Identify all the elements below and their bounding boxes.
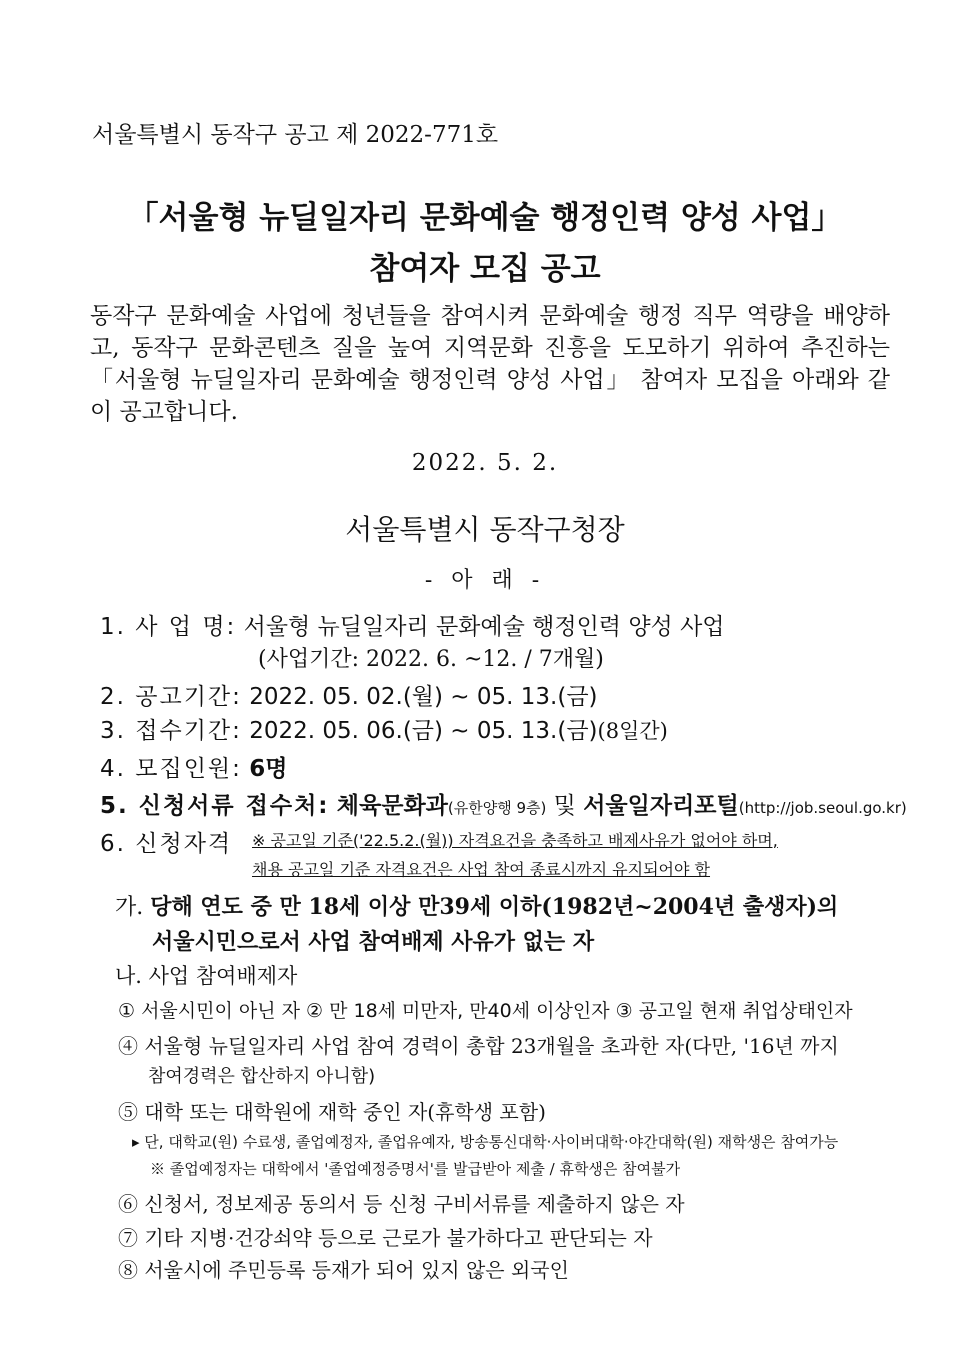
- exclusion-7: ⑦ 기타 지병·건강쇠약 등으로 근로가 불가하다고 판단되는 자: [118, 1226, 653, 1250]
- item-label: 3. 접수기간:: [100, 718, 242, 744]
- item-note: (8일간): [597, 719, 668, 743]
- item-label: 1. 사 업 명:: [100, 614, 237, 640]
- item-value: 2022. 05. 06.(금) ~ 05. 13.(금): [249, 718, 598, 744]
- exclusion-5-note-2: ※ 졸업예정자는 대학에서 '졸업예정증명서'를 발급받아 제출 / 휴학생은 참여불가: [150, 1160, 681, 1178]
- exclusion-1-3: ① 서울시민이 아닌 자 ② 만 18세 미만자, 만40세 이상인자 ③ 공고일 현재 취업상태인자: [118, 1000, 853, 1022]
- item-application-period: [100, 712, 668, 745]
- notice-number: 서울특별시 동작구 공고 제 2022-771호: [92, 122, 499, 148]
- item-qualification: [100, 825, 232, 858]
- item-value: 2022. 05. 02.(월) ~ 05. 13.(금): [249, 684, 598, 710]
- item-notice-period: [100, 678, 598, 711]
- exclusion-4-line-1: ④ 서울형 뉴딜일자리 사업 참여 경력이 총합 23개월을 초과한 자(다만, '16년 까지: [118, 1034, 839, 1058]
- exclusion-5: ⑤ 대학 또는 대학원에 재학 중인 자(휴학생 포함): [118, 1100, 546, 1124]
- exclusion-5-note-1: ▸ 단, 대학교(원) 수료생, 졸업예정자, 졸업유예자, 방송통신대학·사이버대학·야간대학(원) 재학생은 참여가능: [132, 1133, 839, 1151]
- item-recruit-count: [100, 750, 287, 783]
- qualification-condition-2: 채용 공고일 기준 자격요건은 사업 참여 종료시까지 유지되어야 함: [252, 860, 711, 879]
- portal-name: 서울일자리포털: [583, 793, 739, 819]
- dept-note: (유한양행 9층): [447, 799, 547, 817]
- item-label: 4. 모집인원:: [100, 756, 242, 782]
- item-label: 6. 신청자격: [100, 831, 233, 857]
- issuer: 서울특별시 동작구청장: [345, 513, 625, 546]
- item-value: 서울형 뉴딜일자리 문화예술 행정인력 양성 사업: [243, 614, 725, 640]
- project-period: (사업기간: 2022. 6. ~12. / 7개월): [258, 647, 604, 672]
- exclusion-4-line-2: 참여경력은 합산하지 아니함): [148, 1066, 376, 1087]
- exclusion-8: ⑧ 서울시에 주민등록 등재가 되어 있지 않은 외국인: [118, 1258, 569, 1282]
- item-submission-place: [100, 787, 907, 820]
- below-heading: - 아 래 -: [424, 568, 546, 593]
- intro-paragraph: 동작구 문화예술 사업에 청년들을 참여시켜 문화예술 행정 직무 역량을 배양하고, 동작구 문화콘텐츠 질을 높여 지역문화 진흥을 도모하기 위하여 추진하는 「서울형 뉴딜일자리 문화예술 행정인력 양성 사업」 참여자 모집을 아래와 같이 공고합니다.: [90, 303, 890, 425]
- title-line-2: 참여자 모집 공고: [369, 251, 601, 287]
- item-project-name: [100, 608, 725, 641]
- item-value: 6명: [249, 756, 288, 782]
- and-text: 및: [553, 793, 576, 819]
- exclusion-heading: 나. 사업 참여배제자: [115, 964, 298, 988]
- ga-line-1: 당해 연도 중 만 18세 이상 만39세 이하(1982년~2004년 출생자)의: [150, 894, 839, 920]
- title-line-1: 「서울형 뉴딜일자리 문화예술 행정인력 양성 사업」: [127, 200, 843, 236]
- ga-line-2: 서울시민으로서 사업 참여배제 사유가 없는 자: [152, 929, 595, 955]
- qualification-condition-1: ※ 공고일 기준('22.5.2.(월)) 자격요건을 충족하고 배제사유가 없어야 하며,: [252, 831, 778, 850]
- dept-name: 체육문화과: [336, 793, 448, 819]
- notice-date: 2022. 5. 2.: [411, 450, 559, 476]
- qualification-ga: [115, 890, 838, 921]
- portal-url[interactable]: (http://job.seoul.go.kr): [738, 799, 907, 817]
- exclusion-6: ⑥ 신청서, 정보제공 동의서 등 신청 구비서류를 제출하지 않은 자: [118, 1192, 685, 1216]
- ga-label: 가.: [115, 895, 144, 920]
- item-label: 2. 공고기간:: [100, 684, 242, 710]
- item-label: 5. 신청서류 접수처:: [100, 793, 330, 819]
